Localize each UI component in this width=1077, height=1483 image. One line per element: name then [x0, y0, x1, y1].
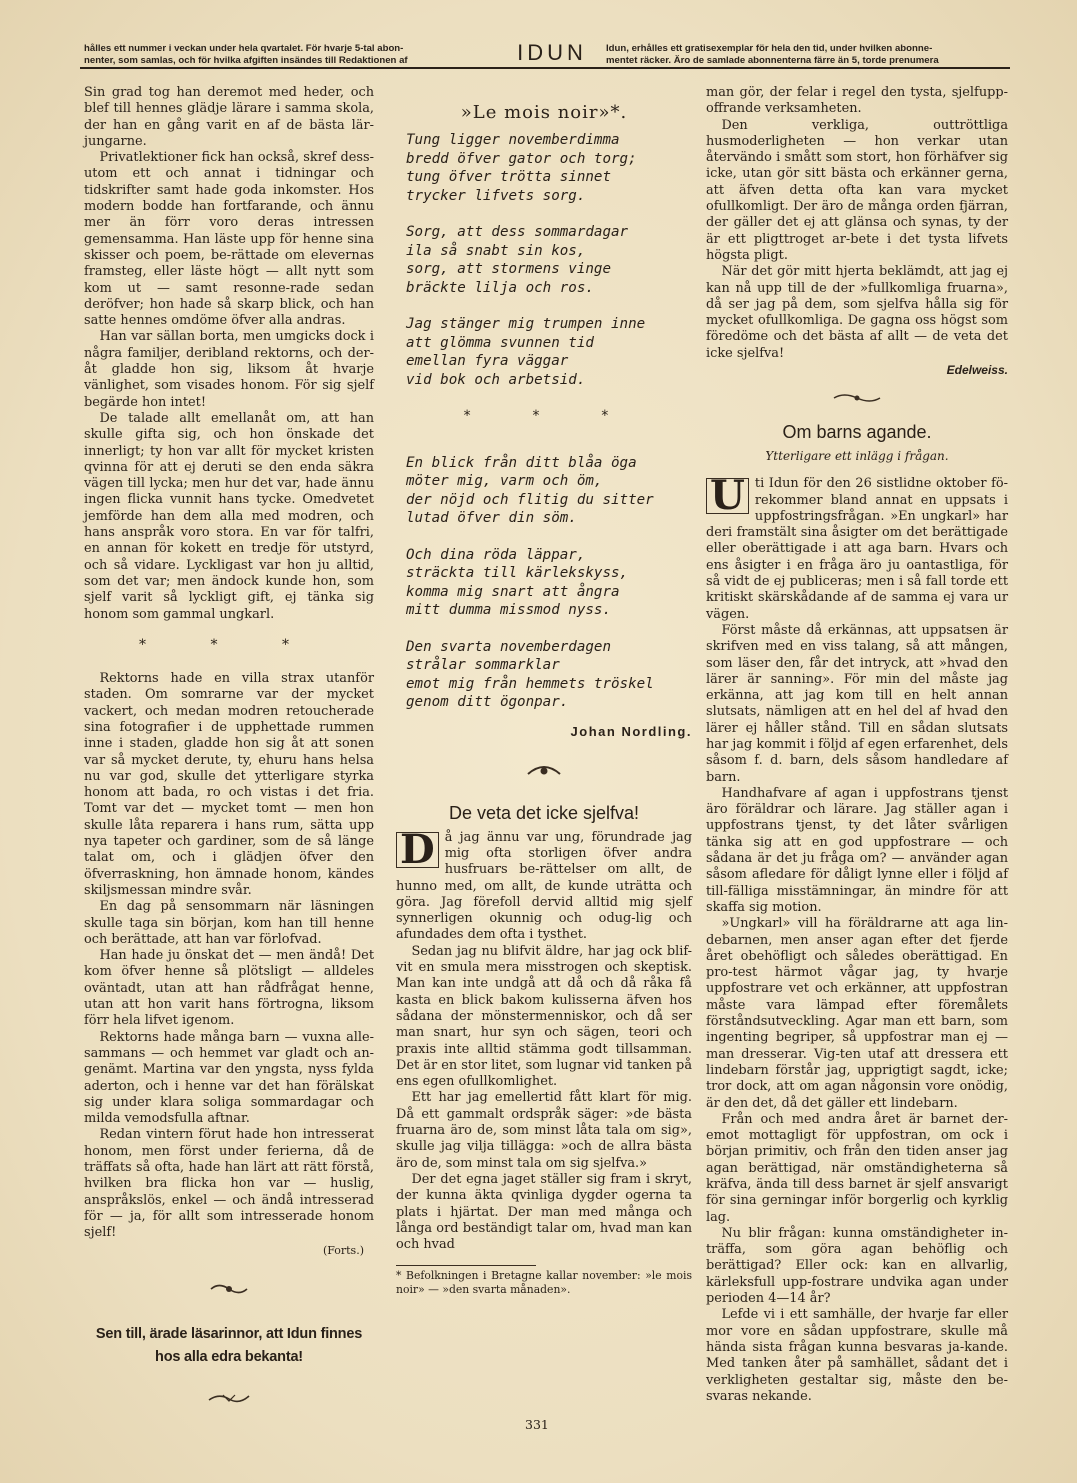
paragraph: Der det egna jaget ställer sig fram i skryt, der kunna äkta qvinliga dygder ogerna ta plats i hjärtat. Der man med många och långa ord beständigt talar om, hvad man kan och hvad	[396, 1171, 692, 1253]
article-title: Om barns agande.	[782, 421, 932, 442]
paragraph: Redan vintern förut hade hon intresserat honom, men först under ferierna, då de träffats så ofta, hade han lärt att rätt förstå, hvilken bra flicka hon var — huslig, anspråkslös, enkel — och ändå intresserad för — ja, för allt som intresserade honom sjelf!	[84, 1127, 374, 1241]
header-left-text: hålles ett nummer i veckan under hela qvartalet. För hvarje 5-tal abon- nenter, som samlas, och för hvilka afgiften insändes till Redaktionen af	[84, 43, 408, 66]
reader-notice: Sen till, ärade läsarinnor, att Idun finnes hos alla edra bekanta!	[95, 1326, 363, 1366]
paragraph: Nu blir frågan: kunna omständigheter in-träffa, som göra agan behöflig och berättigad? Eller ock: kan en allvarlig, kärleksfull upp-fostrare undvika agan under perioden 4—14 år?	[706, 1225, 1008, 1307]
footnote: * Befolkningen i Bretagne kallar november: »le mois noir» — »den svarta månaden».	[396, 1269, 692, 1297]
poem-title: »Le mois noir»*.	[460, 102, 628, 123]
paragraph: D å jag ännu var ung, förundrade jag mig ofta storligen öfver andra husfruars be-rättelser om allt, de hunno med, om allt, de kunde uträtta och göra. Jag förefoll dervid alltid mig sjelf synnerligen okunnig och odug-lig och afundades dem ofta i tysthet.	[396, 825, 692, 943]
paragraph: U ti Idun för den 26 sistlidne oktober fö-rekommer bland annat en uppsats i uppfostringsfrågan. »En ungkarl» har deri framstält sina åsigter om det berättigade eller oberättigade i att aga barn. Hvars och ens åsigter i en fråga äro ju oantastliga, för så vidt de ej publiceras; men i så fall torde ett kritiskt skärskådande af de samma ej vara ur vägen.	[706, 472, 1008, 622]
header-rule	[80, 67, 1010, 69]
poem-stanza: Sorg, att dess sommardagar ila så snabt sin kos, sorg, att stormens vinge bräckte lilja och ros.	[406, 224, 629, 296]
poem-stanza: Och dina röda läppar, sträckta till kärlekskyss, komma mig snart att ångra mitt dumma missmod nyss.	[406, 546, 629, 619]
paragraph: »Ungkarl» vill ha föräldrarne att aga lin-debarnen, men anser agan efter det fjerde året obehöfligt och således oberättigad. En pro-test härmot vågar jag, ty hvarje uppfostrare vet och erkänner, att uppfostran måste vara lämpad efter föremålets förståndsutveckling. Agar man ett barn, som ingenting begriper, så uppfostrar man ej — man dresserar. Vig-ten utaf att dressera ett lindebarn förstår jag, upprigtigt sagdt, icke; tror dock, att om agan någonsin vore onödig, är den det, då det gäller ett lindebarn.	[706, 916, 1008, 1111]
section-break-stars: * * *	[462, 408, 636, 425]
paragraph: Först måste då erkännas, att uppsatsen är skrifven med en viss talang, så att mången, som läser den, får det intryck, att »hvad den lärer är sanning». För min del måste jag erkänna, att jag kom till en helt annan slutsats, nämligen att en hel del af hvad den lärer ej håller stånd. Till en sådan slutsats har jag kommit i följd af egen erfarenhet, dels såsom f. d. barn, dels såsom handledare af barn.	[706, 622, 1008, 785]
poem-stanza: En blick från ditt blåa öga möter mig, varm och öm, der nöjd och flitig du sitter lutad öfver din söm.	[406, 454, 654, 527]
header-right-text: Idun, erhålles ett gratisexemplar för hela den tid, under hvilken abonne- mentet räcker. Äro de samlade abonnenterna färre än 5, torde prenumera	[606, 43, 939, 66]
poem-stanza: Tung ligger novemberdimma bredd öfver gator och torg; tung öfver trötta sinnet trycker lifvets sorg.	[406, 132, 637, 204]
poem-author: Johan Nordling.	[570, 723, 692, 739]
paragraph: Rektorns hade många barn — vuxna alle-sammans — och hemmet var gladt och an-genämt. Martina var den yngsta, nyss fylda aderton, och i henne var det han förälskat sig under klara soliga sommardagar och milda vemodsfulla aftnar.	[84, 1029, 374, 1127]
ornament-icon	[84, 1282, 374, 1301]
paragraph: Från och med andra året är barnet der-emot mottagligt för uppfostran, om ock i början primitiv, och från den tiden anser jag agan berättigad, när omständigheterna så kräfva, ända till dess barnet är sjelf ansvarigt för sina gerningar inför borgerlig och kyrklig lag.	[706, 1111, 1008, 1225]
column-3	[706, 85, 1008, 1405]
paragraph: De talade allt emellanåt om, att han skulle gifta sig, och hon önskade det innerligt; ty hon var allt för mycket kristen qvinna för att ej deruti se den enda säkra vägen till lycka; men hur det var, hade ännu ingen flicka vunnit hans tycke. Omedvetet jemförde han dem alla med modren, och hans anspråk voro stora. En var för talfri, en annan för kokett en tredje för utstyrd, och så vidare. Lyckligast var hon ju alltid, som det var; men ändock kunde hon, som sjelf varit så lyckligt gift, ej tänka sig honom som gammal ungkarl.	[84, 410, 374, 622]
paragraph: Han var sällan borta, men umgicks dock i några familjer, deribland rektorns, och der-åt gladde hon sig, liksom åt hvarje vänlighet, som visades honom. För sig sjelf begärde hon intet!	[84, 329, 374, 410]
paragraph: Privatlektioner fick han också, skref dess-utom ett och annat i tidningar och tidskrifter samt hade goda inkomster. Hos modern bodde han fortfarande, och ännu mer än förr voro deras intressen gemensamma. Han läste upp för henne sina skisser och poem, be-rättade om elevernas framsteg, eller läste högt — allt nytt som kom ut — samt resonne-rade sedan deröfver; hon hade så skarp blick, och han satte hennes omdöme öfver alla andras.	[84, 150, 374, 329]
paragraph: Sin grad tog han deremot med heder, och blef till hennes glädje lärare i samma skola, der han en gång varit en af de bästa lär-jungarne.	[84, 85, 374, 149]
poem-stanza: Jag stänger mig trumpen inne att glömma svunnen tid emellan fyra väggar vid bok och arbetsid.	[406, 316, 646, 388]
paragraph: Ett har jag emellertid fått klart för mig. Då ett gammalt ordspråk säger: »de bästa fruarna äro de, som minst låta tala om sig», skulle jag vilja tillägga: »och de allra bästa äro de, som minst tala om sig sjelfva.»	[396, 1090, 692, 1171]
paragraph: Lefde vi i ett samhälle, der hvarje far eller mor vore en sådan uppfostrare, skulle må hända sista frågan kunna besvaras ja-kande. Med tanken åter på samhället, sådant det i verkligheten gestaltar sig, måste den be-svaras nekande.	[706, 1307, 1008, 1404]
poem-stanza: Den svarta novemberdagen strålar sommarklar emot mig från hemmets tröskel genom ditt ögonpar.	[406, 638, 654, 711]
paragraph: Handhafvare af agan i uppfostrans tjenst äro föräldrar och lärare. Jag ställer agan i uppfostrans tjenst, ty det låter svårligen tänka sig att en god uppfostrare — och sådana är det ju fråga om? — använder agan såsom afledare för dåligt lynne eller i följd af till-fälliga misstämningar, än mindre för att skaffa sig motion.	[706, 785, 1008, 915]
footnote-rule	[396, 1265, 536, 1266]
column-1	[84, 85, 374, 1432]
continued-label: (Forts.)	[322, 1244, 364, 1258]
paragraph: Rektorns hade en villa strax utanför staden. Om somrarne var der mycket vackert, och medan modren retoucherade sina fotografier i de upphettade rummen inne i staden, gladde hon sig åt att sonen var så mycket derute, ty, ehuru hans helsa nu var god, skulle det ytterligare styrka honom att bada, ro och vistas i det fria. Tomt var det — mycket tomt — men hon skulle låta reparera i hans rum, sätta upp nya tapeter och gardiner, som de så länge talat om, och i glädjen öfver den öfverraskning, hon ämnade honom, kändes skiljsmessan mindre svår.	[84, 671, 374, 898]
paragraph: Den verkliga, outtröttliga husmoderligheten — hon verkar utan återvändo i smått som stort, hon förhäfver sig icke, utan gör sitt bästa och erkänner gerna, att äfven detta ofta kan vara mycket ofullkomligt. Der äro de många orden fjärran, der gäller det ej att glänsa och synas, ty der är ett pligttroget ar-bete i det tysta lifvets högsta pligt.	[706, 117, 1008, 263]
paragraph: En dag på sensommarn när läsningen skulle taga sin början, kom han till henne och berättade, att han var förlofvad.	[84, 899, 374, 947]
paragraph: man gör, der felar i regel den tysta, sjelfupp-offrande verksamheten.	[706, 85, 1008, 117]
page-number: 331	[525, 1417, 549, 1432]
article-title: De veta det icke sjelfva!	[448, 803, 640, 824]
author-signature: Edelweiss.	[946, 363, 1008, 378]
masthead-title: IDUN	[517, 40, 587, 65]
paragraph: När det gör mitt hjerta beklämdt, att jag ej kan nå upp till de der »fullkomliga fruarna», då ser jag på dem, som sjelfva hålla sig för mycket ofullkomliga. De gagna oss högst som föredöme och det bästa af allt — de veta det icke sjelfva!	[706, 264, 1008, 361]
ornament-icon	[84, 1391, 374, 1410]
ornament-icon	[396, 762, 692, 783]
section-break-stars: * * *	[139, 636, 319, 653]
paragraph: Han hade ju önskat det — men ändå! Det kom öfver henne så plötsligt — alldeles oväntadt, utan att han rådfrågat henne, utan att hon varit hans förtrogna, liksom förr hela lifvet igenom.	[84, 948, 374, 1029]
ornament-icon	[706, 392, 1008, 409]
article-subtitle: Ytterligare ett inlägg i frågan.	[765, 448, 949, 463]
column-2	[396, 95, 692, 1297]
drop-cap: D	[396, 832, 439, 868]
drop-cap: U	[706, 478, 749, 514]
poem	[406, 131, 692, 712]
paragraph: Sedan jag nu blifvit äldre, har jag ock blif-vit en smula mera misstrogen och skeptisk. Man kan inte undgå att då och då råka få kasta en blick bakom kulisserna äfven hos sådana der mönstermenniskor, och då ser man snart, hur syn och sägen, teori och praxis inte alltid stämma godt tillsamman. Det är en stor litet, som lugnar vid tanken på ens egen ofullkomlighet.	[396, 943, 692, 1090]
